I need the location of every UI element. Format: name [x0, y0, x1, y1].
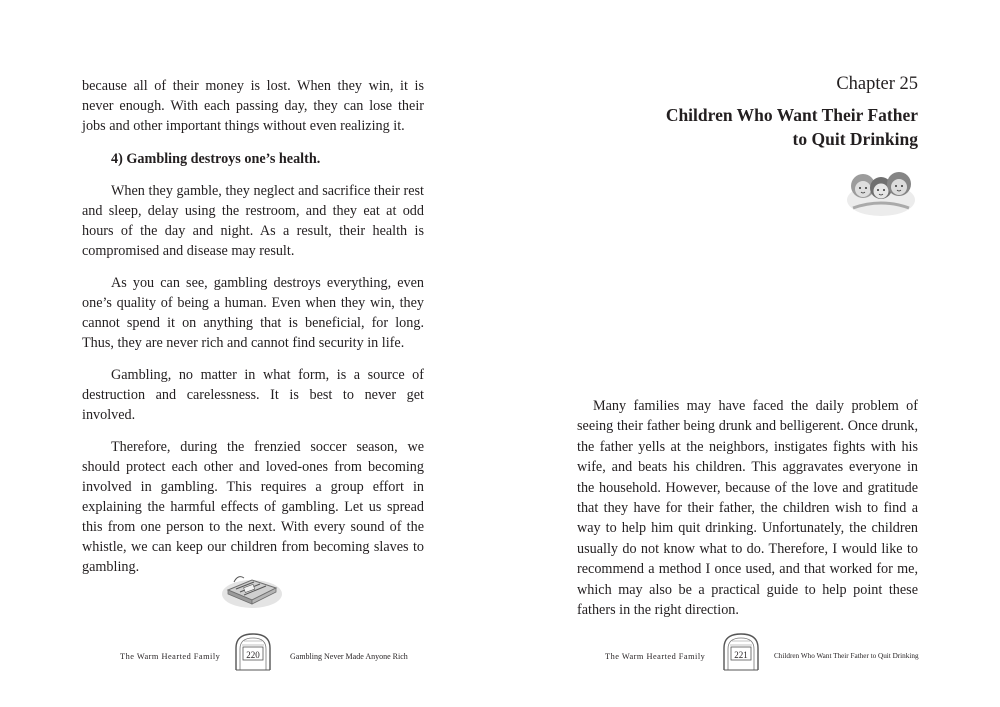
page-number: 220: [246, 650, 260, 660]
right-page: [500, 0, 1000, 707]
paragraph-intro: Many families may have faced the daily problem of seeing their father being drunk and belligerent. Once drunk, the father yells at the neighbors, instigates fights with his wife, and beats his children. This aggravates everyone in the household. However, because of the love and gratitude that they have for their father, the children wish to find a way to help him quit drinking. Unfortunately, the children usually do not know what to do. Therefore, I would like to recommend a method I once used, and that worked for me, which may also be a practical guide to help point these fathers in the right direction.: [577, 398, 918, 619]
page-number: 221: [734, 650, 748, 660]
chapter-title: [638, 103, 918, 151]
footer-running-title: Gambling Never Made Anyone Rich: [290, 652, 408, 661]
paragraph-health: When they gamble, they neglect and sacrifice their rest and sleep, delay using the restroom, and they eat at odd hours of the day and night. As a result, their health is compromised and disease may result.: [82, 183, 424, 259]
left-page-footer: [120, 631, 420, 671]
right-page-body: [577, 396, 918, 620]
paragraph-source-of-destruction: Gambling, no matter in what form, is a source of destruction and carelessness. It is best to never get involved.: [82, 367, 424, 423]
right-page-footer: [605, 631, 935, 671]
chapter-title-line-1: Children Who Want Their Father: [665, 105, 918, 125]
paragraph-soccer-season: Therefore, during the frenzied soccer season, we should protect each other and loved-ones from becoming involved in gambling. This requires a group effort in explaining the harmful effects of gambling. Let us spread this from one person to the next. With every sound of the whistle, we can keep our children from becoming slaves to gambling.: [82, 439, 424, 575]
chapter-title-line-2: to Quit Drinking: [792, 129, 918, 149]
footer-book-title: The Warm Hearted Family: [605, 652, 706, 661]
chapter-number: Chapter 25: [836, 74, 918, 94]
paragraph-continuation: because all of their money is lost. When they win, it is never enough. With each passing day, they can lose their jobs and other important things without even realizing it.: [82, 78, 424, 134]
gambling-trap-illustration: [214, 560, 286, 616]
section-heading: 4) Gambling destroys one’s health.: [111, 151, 321, 167]
children-illustration: [845, 160, 917, 220]
footer-running-title: Children Who Want Their Father to Quit Drinking: [774, 652, 919, 660]
left-page-body: [82, 76, 424, 577]
paragraph-destroys-everything: As you can see, gambling destroys everything, even one’s quality of being a human. Even when they win, they cannot spend it on anything that is beneficial, for long. Thus, they are never rich and cannot find security in life.: [82, 275, 424, 351]
footer-book-title: The Warm Hearted Family: [120, 652, 221, 661]
